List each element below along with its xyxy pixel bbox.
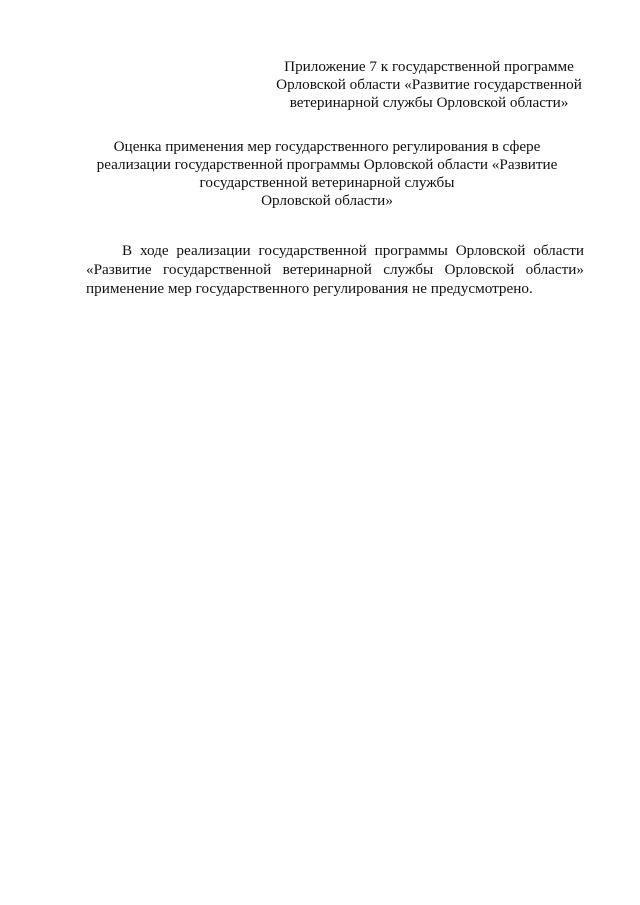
appendix-header: [268, 58, 590, 112]
body-line-2: «Развитие государственной ветеринарной службы Орловской области»: [86, 261, 584, 278]
body-line-3: применение мер государственного регулирования не предусмотрено.: [86, 280, 533, 297]
document-title: [92, 138, 562, 210]
appendix-line-1: Приложение 7 к государственной программе: [284, 58, 574, 75]
appendix-line-3: ветеринарной службы Орловской области»: [289, 94, 569, 111]
title-line-1: Оценка применения мер государственного регулирования в сфере: [113, 138, 541, 155]
body-paragraph: [86, 241, 584, 298]
body-line-1: В ходе реализации государственной программы Орловской области: [122, 242, 584, 259]
appendix-line-2: Орловской области «Развитие государственной: [276, 76, 582, 93]
title-line-4: Орловской области»: [261, 192, 393, 209]
title-line-2: реализации государственной программы Орловской области «Развитие: [96, 156, 558, 173]
title-line-3: государственной ветеринарной службы: [199, 174, 455, 191]
